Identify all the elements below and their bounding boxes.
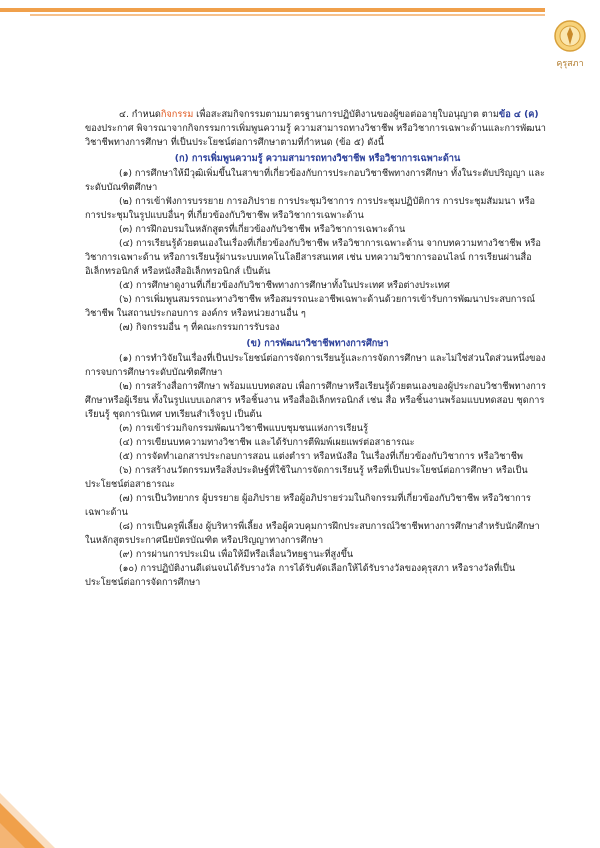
section-a-item: (๑) การศึกษาให้มีวุฒิเพิ่มขึ้นในสาขาที่เกี่ยวข้องกับการประกอบวิชาชีพทางการศึกษา ทั้งในระดับปริญญา และระดับบัณฑิตศึกษา (85, 168, 545, 193)
clause-reference: ข้อ ๔ (ค) (498, 109, 539, 120)
section-b-item: (๑) การทำวิจัยในเรื่องที่เป็นประโยชน์ต่อการจัดการเรียนรู้และการจัดการศึกษา และไม่ใช่ส่วนใดส่วนหนึ่งของการจบการศึกษาระดับบัณฑิตศึกษา (85, 353, 546, 378)
section-b-item: (๓) การเข้าร่วมกิจกรรมพัฒนาวิชาชีพแบบชุมชนแห่งการเรียนรู้ (119, 423, 369, 434)
corner-decoration (0, 778, 90, 848)
section-a-item: (๔) การเรียนรู้ด้วยตนเองในเรื่องที่เกี่ยวข้องกับวิชาชีพ หรือวิชาการเฉพาะด้าน จากบทความทางวิชาชีพ หรือวิชาการเฉพาะด้าน หรือการเรียนรู้ผ่านระบบเทคโนโลยีสารสนเทศ เช่น บทความวิชาการออนไลน์ การเรียนผ่านสื่ออิเล็กทรอนิกส์ หรือหนังสืออิเล็กทรอนิกส์ เป็นต้น (85, 238, 541, 277)
section-b-item: (๗) การเป็นวิทยากร ผู้บรรยาย ผู้อภิปราย หรือผู้อภิปรายร่วมในกิจกรรมที่เกี่ยวข้องกับวิชาชีพ หรือวิชาการเฉพาะด้าน (85, 493, 531, 518)
intro-paragraph: ๔. กำหนดกิจกรรม เพื่อสะสมกิจกรรมตามมาตรฐานการปฏิบัติงานของผู้ขอต่ออายุใบอนุญาต ตามข้อ ๔ (ค) ของประกาศ พิจารณาจากกิจกรรมการเพิ่มพูนความรู้ ความสามารถทางวิชาชีพ หรือวิชาการเฉพาะด้านและการพัฒนาวิชาชีพทางการศึกษา ที่เป็นประโยชน์ต่อการศึกษาตามที่กำหนด (ข้อ ๕) ดังนี้ (85, 109, 546, 148)
highlighted-word: กิจกรรม (160, 109, 194, 120)
section-a-item: (๒) การเข้าฟังการบรรยาย การอภิปราย การประชุมวิชาการ การประชุมปฏิบัติการ การประชุมสัมมนา หรือการประชุมในรูปแบบอื่นๆ ที่เกี่ยวข้องกับวิชาชีพ หรือวิชาการเฉพาะด้าน (85, 196, 536, 221)
kurusapha-logo (548, 18, 592, 78)
section-a-item: (๕) การศึกษาดูงานที่เกี่ยวข้องกับวิชาชีพทางการศึกษาทั้งในประเทศ หรือต่างประเทศ (119, 280, 450, 291)
section-b-item: (๕) การจัดทำเอกสารประกอบการสอน แต่งตำรา หรือหนังสือ ในเรื่องที่เกี่ยวข้องกับวิชาการ หรือวิชาชีพ (119, 451, 523, 462)
section-b-item: (๒) การสร้างสื่อการศึกษา พร้อมแบบทดสอบ เพื่อการศึกษาหรือเรียนรู้ด้วยตนเองของผู้ประกอบวิชาชีพทางการศึกษาหรือผู้เรียน ทั้งในรูปแบบเอกสาร หรือชิ้นงาน หรือสื่ออิเล็กทรอนิกส์ เช่น สื่อ หรือชิ้นงานพร้อมแบบทดสอบ ชุดการเรียนรู้ ชุดการนิเทศ บทเรียนสำเร็จรูป เป็นต้น (85, 381, 546, 420)
logo-caption: คุรุสภา (556, 59, 584, 69)
document-body (85, 108, 550, 590)
section-a-item: (๖) การเพิ่มพูนสมรรถนะทางวิชาชีพ หรือสมรรถนะอาชีพเฉพาะด้านด้วยการเข้ารับการพัฒนาประสบการณ์วิชาชีพ ในสถานประกอบการ องค์กร หรือหน่วยงานอื่น ๆ (85, 294, 535, 319)
section-a-item: (๗) กิจกรรมอื่น ๆ ที่คณะกรรมการรับรอง (119, 322, 280, 333)
section-b-item: (๙) การผ่านการประเมิน เพื่อให้มีหรือเลื่อนวิทยฐานะที่สูงขึ้น (119, 549, 354, 560)
section-a-item: (๓) การฝึกอบรมในหลักสูตรที่เกี่ยวข้องกับวิชาชีพ หรือวิชาการเฉพาะด้าน (119, 224, 406, 235)
section-b-item: (๑๐) การปฏิบัติงานดีเด่นจนได้รับรางวัล การได้รับคัดเลือกให้ได้รับรางวัลของคุรุสภา หรือรางวัลที่เป็นประโยชน์ต่อการจัดการศึกษา (85, 563, 516, 588)
section-b-heading: (ข) การพัฒนาวิชาชีพทางการศึกษา (246, 338, 389, 349)
section-a-heading: (ก) การเพิ่มพูนความรู้ ความสามารถทางวิชาชีพ หรือวิชาการเฉพาะด้าน (174, 153, 461, 164)
emblem-icon (554, 18, 586, 54)
section-b-item: (๖) การสร้างนวัตกรรมหรือสิ่งประดิษฐ์ที่ใช้ในการจัดการเรียนรู้ หรือที่เป็นประโยชน์ต่อการศึกษา หรือเป็นประโยชน์ต่อสาธารณะ (85, 465, 528, 490)
section-b-item: (๘) การเป็นครูพี่เลี้ยง ผู้บริหารพี่เลี้ยง หรือผู้ควบคุมการฝึกประสบการณ์วิชาชีพทางการศึกษาสำหรับนักศึกษาในหลักสูตรประกาศนียบัตรบัณฑิต หรือปริญญาทางการศึกษา (85, 521, 540, 546)
top-decorative-bar (0, 8, 545, 18)
section-b-item: (๔) การเขียนบทความทางวิชาชีพ และได้รับการตีพิมพ์เผยแพร่ต่อสาธารณะ (119, 437, 415, 448)
